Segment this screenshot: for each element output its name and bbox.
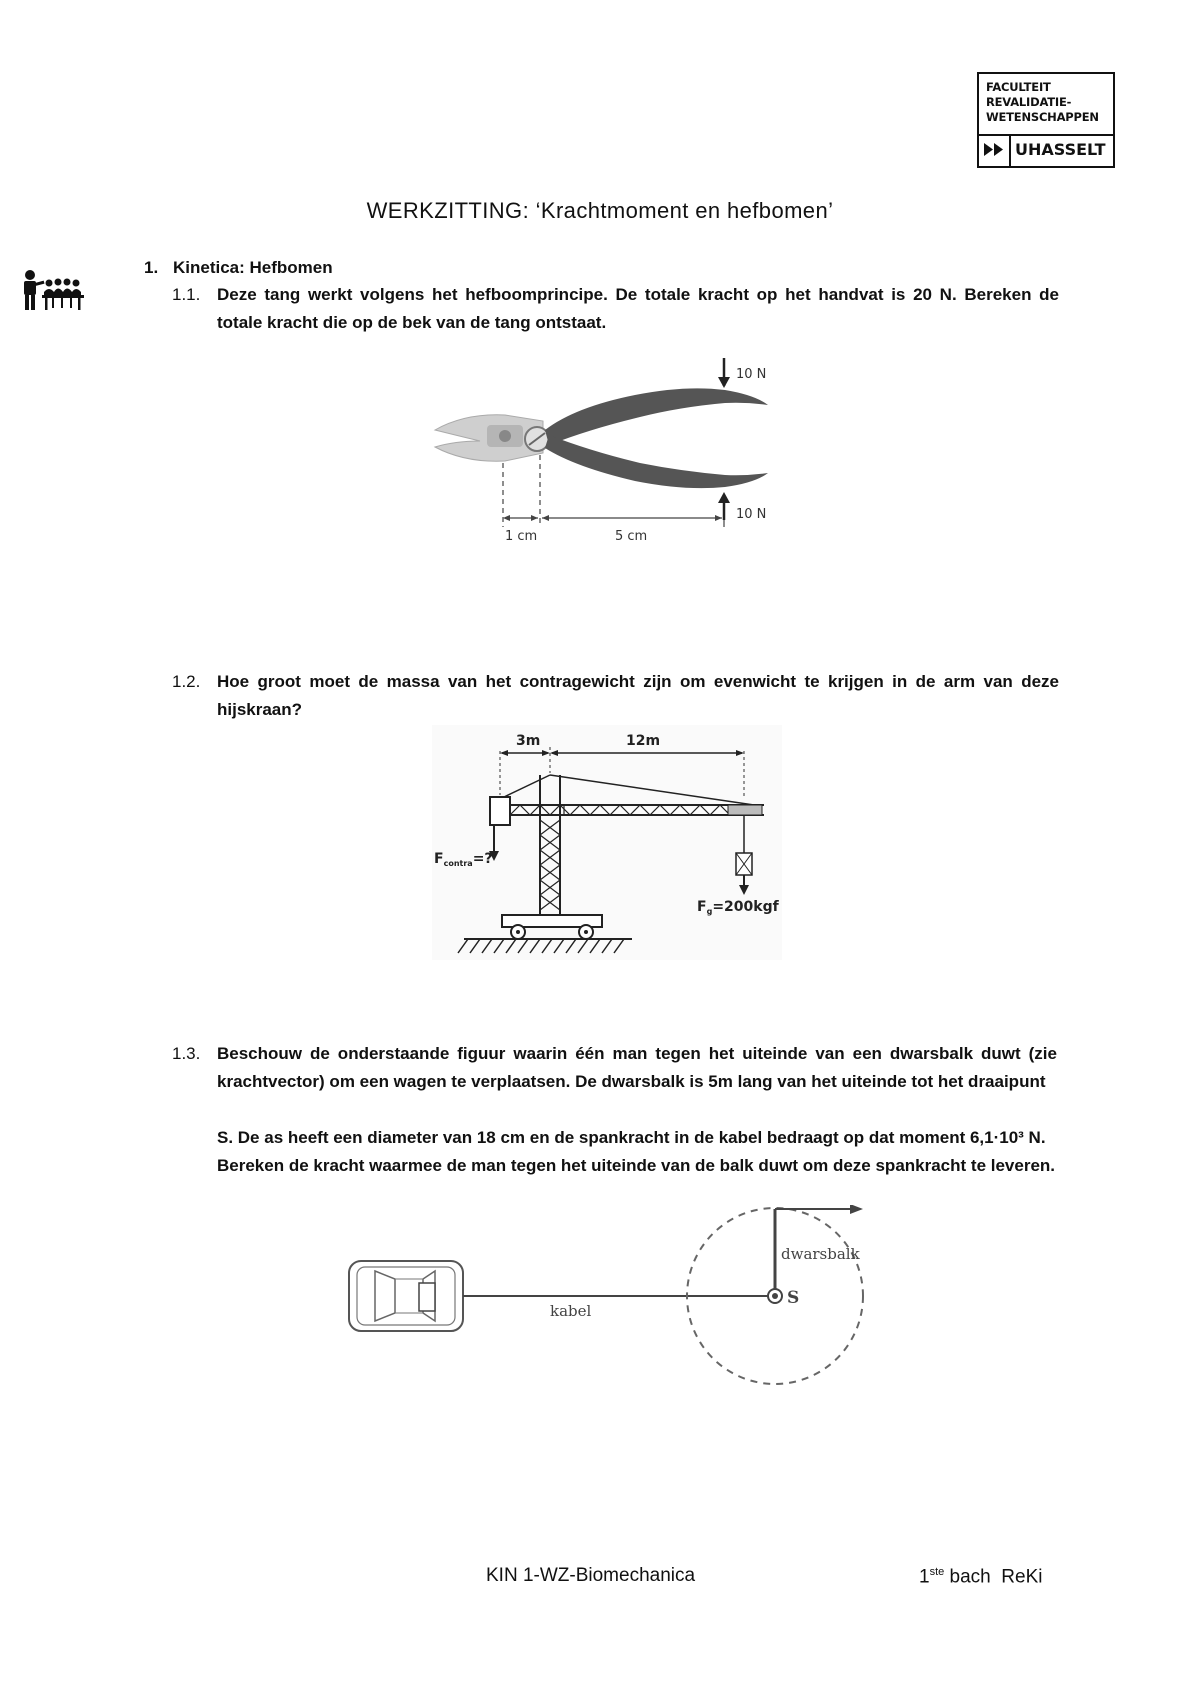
pliers-figure [425, 355, 790, 550]
logo-line-3: WETENSCHAPPEN [986, 110, 1099, 124]
question-1-2-number: 1.2. [172, 672, 201, 691]
car-top-view [349, 1261, 463, 1331]
faculty-logo [977, 72, 1115, 168]
logo-line-1: FACULTEIT [986, 80, 1051, 94]
group-work-icon [18, 268, 86, 317]
crane-f-contra-tail: =? [472, 851, 493, 867]
logo-line-2: REVALIDATIE- [986, 95, 1072, 109]
crane-f-g-tail: =200kgf [712, 899, 779, 915]
pivot-label: S [787, 1288, 800, 1308]
pliers-force-top-label: 10 N [736, 367, 767, 382]
section-number: 1. [144, 258, 159, 277]
question-1-3-text-b: S. De as heeft een diameter van 18 cm en de spankracht in de kabel bedraagt op dat moment 6,1·10³ N. Bereken de kracht waarmee de man tegen het uiteinde van de balk duwt om deze spankracht te leveren. [217, 1128, 1056, 1175]
forward-arrows-icon [979, 135, 1011, 166]
footer-year-superscript: ste [929, 1566, 945, 1578]
crane-figure [432, 725, 782, 960]
footer-year [919, 1566, 1043, 1588]
footer-year-number: 1 [919, 1566, 930, 1588]
pliers-force-bottom-label: 10 N [736, 507, 767, 522]
car-beam-figure [345, 1205, 875, 1405]
crane-f-g-sub: g [706, 907, 713, 916]
crane-dist-left-label: 3m [516, 733, 541, 749]
question-1-1-text: Deze tang werkt volgens het hefboomprincipe. De totale kracht op het handvat is 20 N. Bereken de totale kracht die op de bek van de tang ontstaat. [217, 285, 1059, 332]
page-title: WERKZITTING: ‘Krachtmoment en hefbomen’ [366, 198, 834, 223]
crane-f-contra-sub: contra [443, 859, 473, 868]
crane-f-g-main: F [697, 899, 707, 915]
section-title: Kinetica: Hefbomen [173, 258, 333, 277]
footer-course: KIN 1-WZ-Biomechanica [486, 1565, 696, 1586]
logo-university: UHASSELT [1015, 140, 1106, 159]
crane-dist-right-label: 12m [626, 733, 661, 749]
question-1-2-text: Hoe groot moet de massa van het contragewicht zijn om evenwicht te krijgen in de arm van deze hijskraan? [217, 672, 1059, 719]
question-1-3-number: 1.3. [172, 1044, 201, 1063]
question-1-3-text-a: Beschouw de onderstaande figuur waarin één man tegen het uiteinde van een dwarsbalk duwt (zie krachtvector) om een wagen te verplaatsen. De dwarsbalk is 5m lang van het uiteinde tot het draaipunt [217, 1044, 1057, 1091]
cable-label: kabel [550, 1302, 592, 1320]
footer-year-rest: bach ReKi [944, 1566, 1043, 1588]
crane-f-contra-main: F [434, 851, 444, 867]
pliers-dist-left-label: 1 cm [505, 529, 538, 544]
beam-label: dwarsbalk [781, 1245, 860, 1263]
pliers-dist-right-label: 5 cm [615, 529, 648, 544]
question-1-1-number: 1.1. [172, 285, 201, 304]
